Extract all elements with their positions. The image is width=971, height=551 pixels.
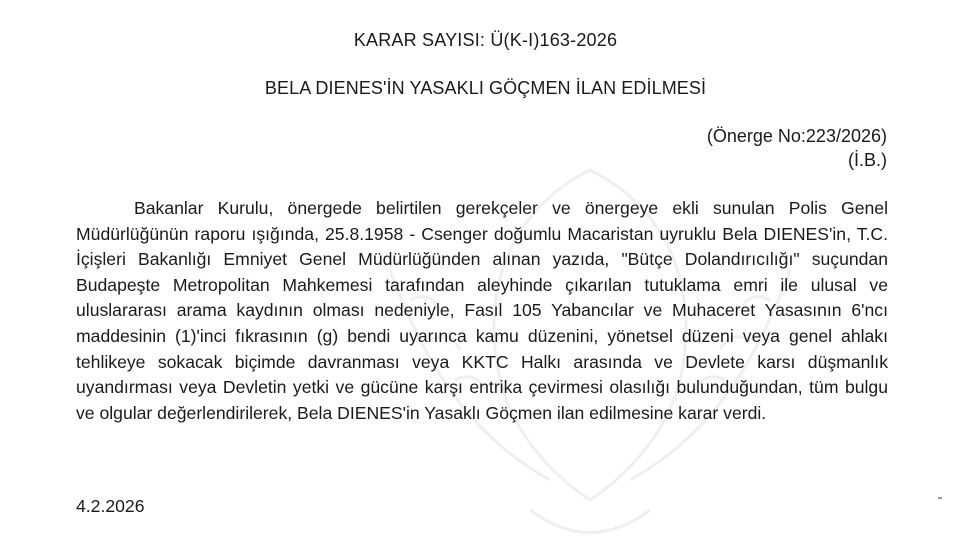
scan-mark — [938, 497, 942, 499]
decision-number: KARAR SAYISI: Ü(K-I)163-2026 — [353, 30, 618, 50]
document-title: BELA DIENES'İN YASAKLI GÖÇMEN İLAN EDİLMESİ — [264, 78, 707, 98]
ministry-abbreviation: (İ.B.) — [848, 150, 887, 170]
decision-date: 4.2.2026 — [76, 496, 145, 516]
motion-reference — [707, 124, 887, 172]
motion-number: (Önerge No:223/2026) — [706, 126, 887, 146]
decision-body-paragraph: Bakanlar Kurulu, önergede belirtilen gerekçeler ve önergeye ekli sunulan Polis Genel Müdürlüğünün raporu ışığında, 25.8.1958 - Csenger doğumlu Macaristan uyruklu Bela DIENES'in, T.C. İçişleri Bakanlığı Emniyet Genel Müdürlüğünden alınan yazıda, "Bütçe Dolandırıcılığı" suçundan Budapeşte Metropolitan Mahkemesi tarafından aleyhinde çıkarılan tutuklama emri ile ulusal ve uluslararası arama kaydının olması nedeniyle, Fasıl 105 Yabancılar ve Muhaceret Yasasının 6'ncı maddesinin (1)'inci fıkrasının (g) bendi uyarınca kamu düzenini, yönetsel düzeni veya genel ahlakı tehlikeye sokacak biçimde davranması veya KKTC Halkı arasında ve Devlete karsı düşmanlık uyandırması veya Devletin yetki ve gücüne karşı entrika çevirmesi olasılığı bulunduğundan, tüm bulgu ve olgular değerlendirilerek, Bela DIENES'in Yasaklı Göçmen ilan edilmesine karar verdi. — [76, 198, 888, 423]
